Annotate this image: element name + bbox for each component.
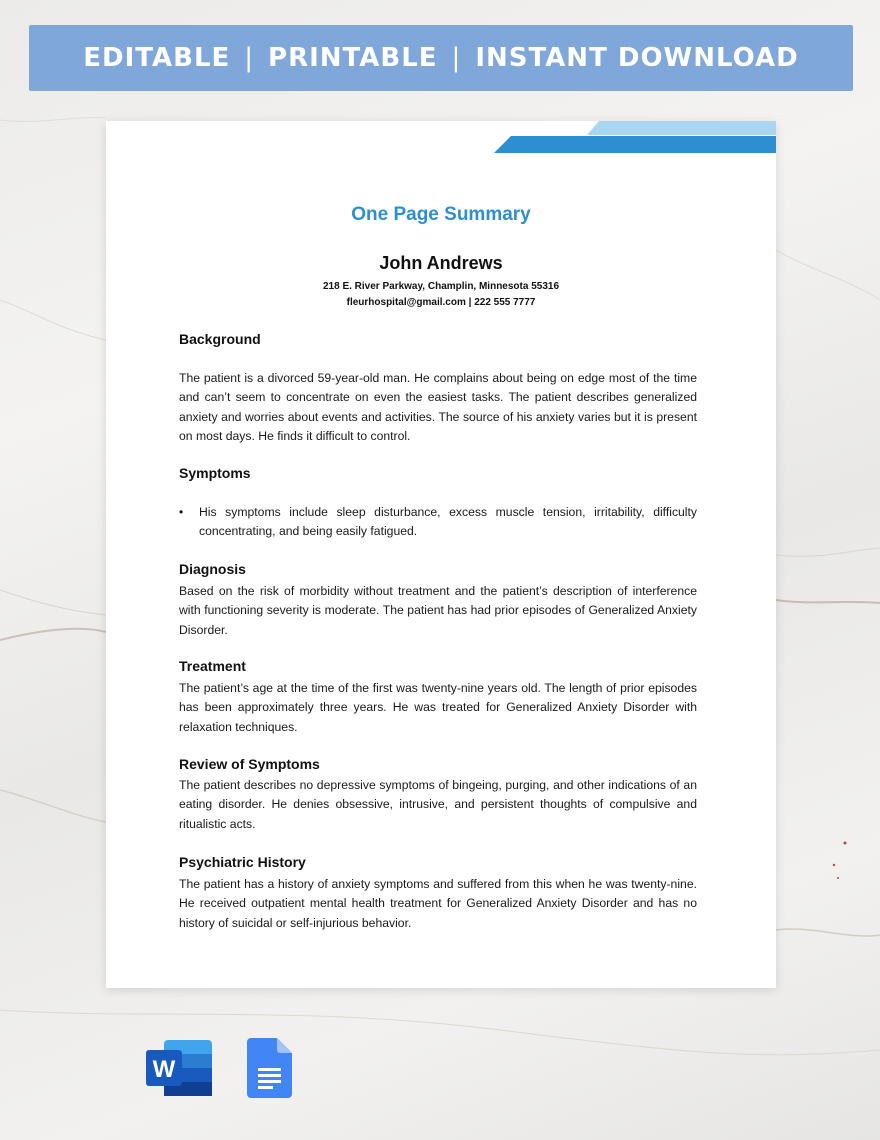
diagnosis-heading: Diagnosis (179, 561, 246, 577)
patient-name: John Andrews (379, 253, 503, 273)
contact-line: fleurhospital@gmail.com | 222 555 7777 (346, 297, 536, 308)
symptoms-heading: Symptoms (179, 465, 251, 481)
symptoms-text: His symptoms include sleep disturbance, excess muscle tension, irritability, difficulty concentrating, and being easily fatigued. (199, 505, 697, 539)
banner-separator: | (244, 43, 255, 73)
google-docs-icon (247, 1038, 293, 1098)
psychiatric-text: The patient has a history of anxiety symptoms and suffered from this when he was twenty-nine. He received outpatient mental health treatment for Generalized Anxiety Disorder and has no history of suicidal or self-injurious behavior. (179, 877, 697, 930)
header-stripe-decoration (106, 121, 776, 161)
document-title: One Page Summary (351, 204, 531, 225)
treatment-text: The patient’s age at the time of the first was twenty-nine years old. The length of prior episodes has been approximately three years. He was treated for Generalized Anxiety Disorder with relaxation techniques. (179, 681, 697, 734)
banner-separator: | (451, 43, 462, 73)
microsoft-word-icon (146, 1038, 214, 1098)
promo-banner (29, 25, 853, 91)
document-page (106, 121, 776, 988)
bullet-icon: • (179, 505, 184, 519)
background-heading: Background (179, 331, 261, 347)
treatment-heading: Treatment (179, 658, 246, 674)
psychiatric-heading: Psychiatric History (179, 854, 306, 870)
diagnosis-text: Based on the risk of morbidity without treatment and the patient’s description of interference with functioning severity is moderate. The patient has had prior episodes of Generalized Anxiety Disorder. (179, 584, 697, 637)
background-text: The patient is a divorced 59-year-old man. He complains about being on edge most of the time and can’t seem to concentrate on even the easiest tasks. The patient describes generalized anxiety and worries about events and activities. The source of his anxiety varies but it is present on most days. He finds it difficult to control. (179, 371, 697, 443)
review-heading: Review of Symptoms (179, 756, 320, 772)
banner-item-printable: PRINTABLE (268, 43, 438, 73)
address-line: 218 E. River Parkway, Champlin, Minnesota 55316 (322, 281, 560, 292)
review-text: The patient describes no depressive symptoms of bingeing, purging, and other indications of an eating disorder. He denies obsessive, intrusive, and persistent thoughts of compulsive and ritualistic acts. (179, 778, 697, 831)
banner-item-download: INSTANT DOWNLOAD (475, 43, 799, 73)
banner-item-editable: EDITABLE (83, 43, 231, 73)
word-letter: W (152, 1056, 176, 1083)
